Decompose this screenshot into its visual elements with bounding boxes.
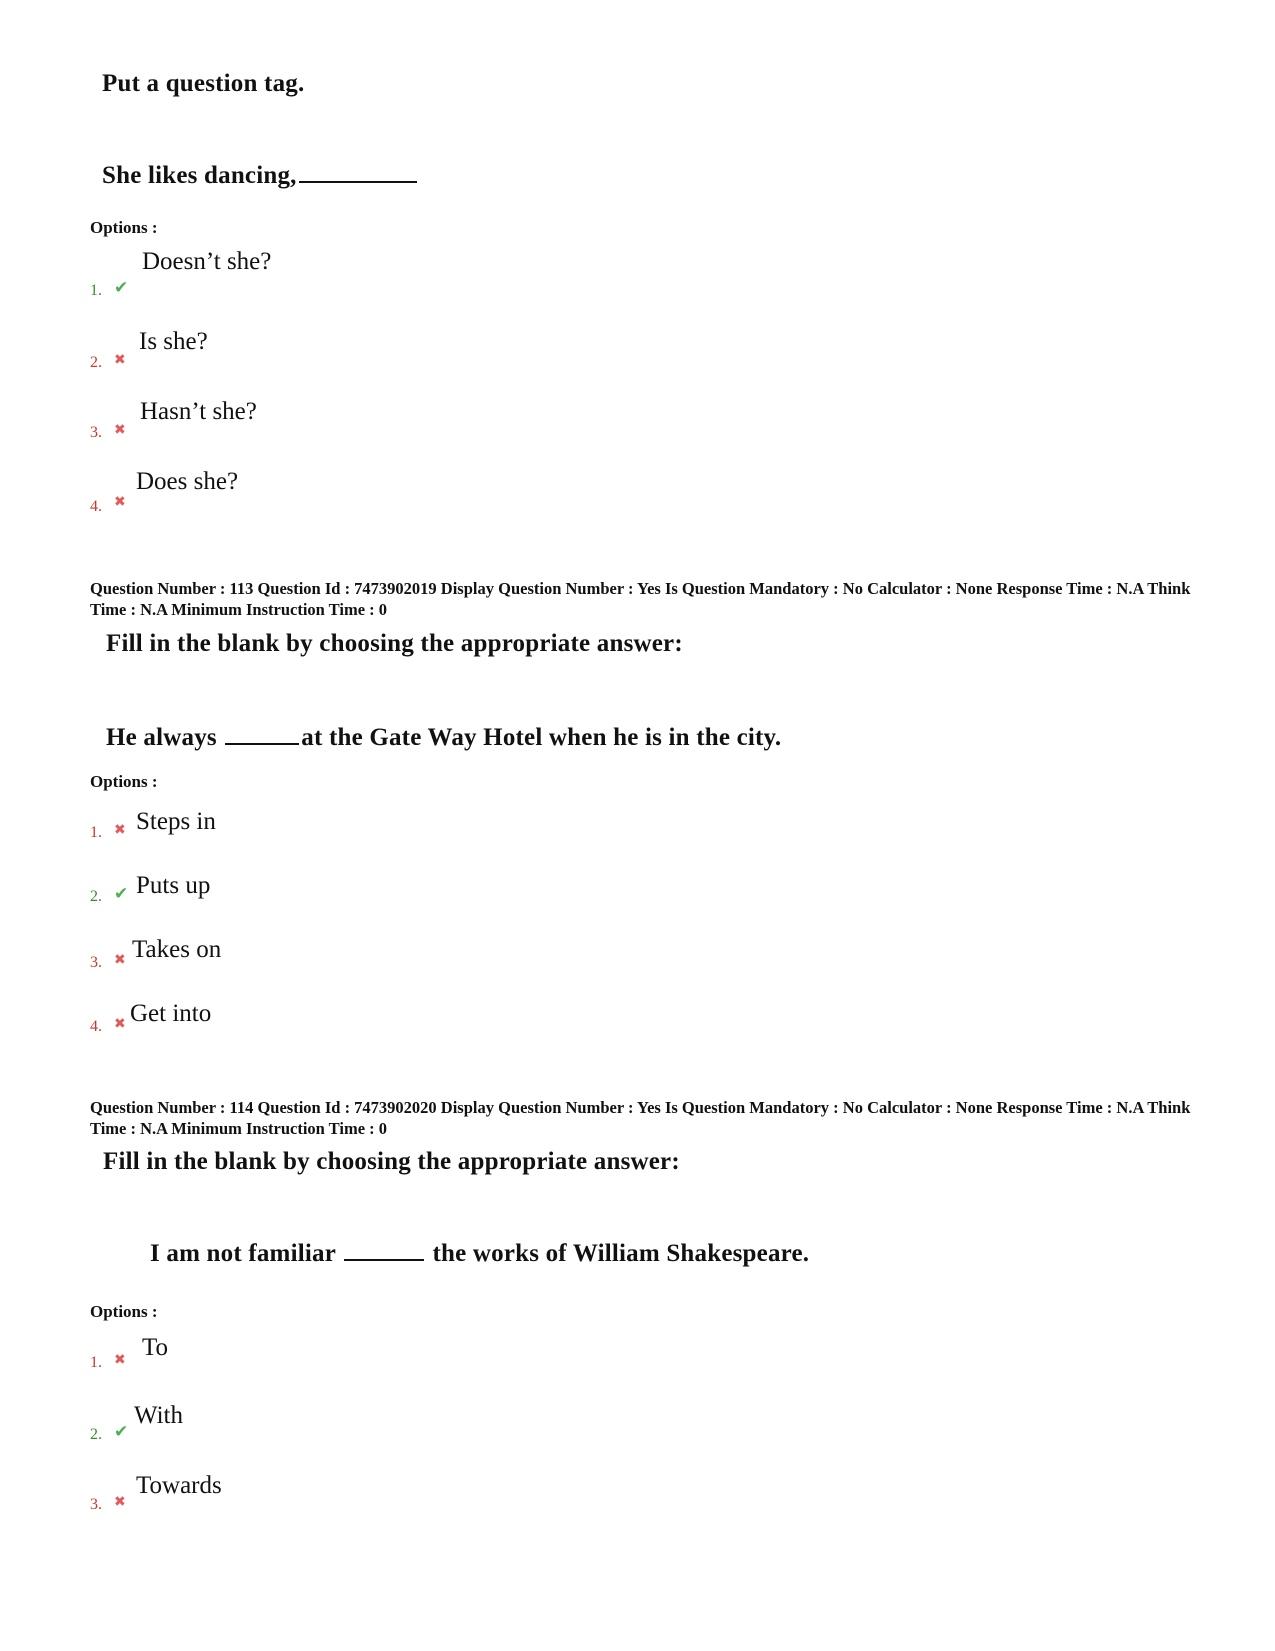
cross-mark-icon: ✖ (114, 953, 126, 968)
option-text: Puts up (136, 872, 211, 899)
option-text: Takes on (132, 936, 222, 963)
check-mark-icon: ✔ (114, 884, 129, 903)
check-mark-icon: ✔ (114, 1422, 129, 1441)
check-mark-icon: ✔ (114, 278, 129, 297)
q114-stem-before: I am not familiar (150, 1240, 336, 1267)
q112-blank (299, 180, 417, 183)
q114-meta: Question Number : 114 Question Id : 7473902020 Display Question Number : Yes Is Question Mandatory : No Calculator : None Response Time : N.A Think Time : N.A Minimum Instruction Time : 0 (90, 1098, 1191, 1138)
option-number: 4. (90, 498, 102, 515)
q113-options-label: Options : (90, 772, 158, 791)
option-number: 1. (90, 282, 102, 299)
q113-stem-before: He always (106, 724, 217, 751)
option-text: Doesn’t she? (142, 248, 272, 275)
q113-meta: Question Number : 113 Question Id : 7473902019 Display Question Number : Yes Is Question Mandatory : No Calculator : None Response Time : N.A Think Time : N.A Minimum Instruction Time : 0 (90, 579, 1191, 619)
q114-stem (150, 1240, 809, 1268)
option-number: 3. (90, 1496, 102, 1513)
option-number: 2. (90, 888, 102, 905)
option-number: 3. (90, 424, 102, 441)
cross-mark-icon: ✖ (114, 353, 126, 368)
option-text: Does she? (136, 468, 239, 495)
option-text: Steps in (136, 808, 216, 835)
q113-blank (225, 742, 299, 745)
q112-stem-before: She likes dancing, (102, 162, 297, 189)
q112-options-label: Options : (90, 218, 158, 237)
cross-mark-icon: ✖ (114, 823, 126, 838)
q114-blank (344, 1258, 424, 1261)
q114-stem-after: the works of William Shakespeare. (432, 1240, 810, 1267)
option-number: 4. (90, 1018, 102, 1035)
q114-options-label: Options : (90, 1302, 158, 1321)
option-number: 1. (90, 824, 102, 841)
cross-mark-icon: ✖ (114, 1017, 126, 1032)
option-number: 2. (90, 1426, 102, 1443)
option-text: Hasn’t she? (140, 398, 257, 425)
option-text: Towards (136, 1472, 222, 1499)
option-text: Is she? (139, 328, 208, 355)
q112-instruction: Put a question tag. (102, 70, 305, 97)
q112-stem (102, 162, 419, 190)
option-number: 3. (90, 954, 102, 971)
cross-mark-icon: ✖ (114, 1353, 126, 1368)
q113-stem (106, 724, 781, 752)
option-text: Get into (130, 1000, 212, 1027)
cross-mark-icon: ✖ (114, 1495, 126, 1510)
cross-mark-icon: ✖ (114, 423, 126, 438)
cross-mark-icon: ✖ (114, 495, 126, 510)
option-number: 1. (90, 1354, 102, 1371)
option-text: With (134, 1402, 183, 1429)
option-number: 2. (90, 354, 102, 371)
q114-instruction: Fill in the blank by choosing the appropriate answer: (103, 1148, 680, 1175)
q113-instruction: Fill in the blank by choosing the appropriate answer: (106, 630, 683, 657)
option-text: To (142, 1334, 169, 1361)
q113-stem-after: at the Gate Way Hotel when he is in the city. (301, 724, 782, 751)
